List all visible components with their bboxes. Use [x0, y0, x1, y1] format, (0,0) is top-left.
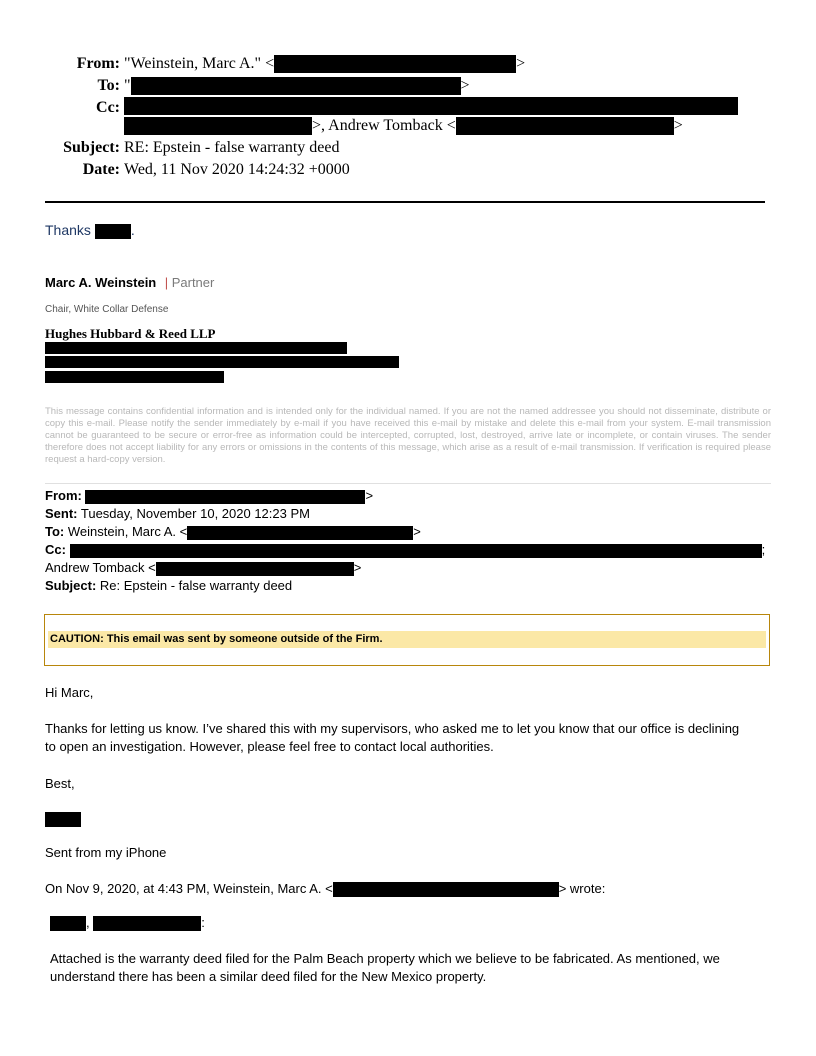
signature-chair: Chair, White Collar Defense	[45, 304, 169, 315]
redaction	[45, 371, 224, 383]
subject-label: Subject:	[63, 139, 120, 156]
signature-separator: |	[164, 275, 169, 290]
redaction	[50, 916, 86, 931]
signature-name-line	[45, 274, 214, 292]
redaction	[333, 882, 559, 897]
greeting: Hi Marc,	[45, 685, 94, 700]
redaction	[70, 544, 762, 558]
addressees-line: , :	[50, 914, 205, 932]
redaction	[45, 356, 399, 368]
quoted-to-line: To: Weinstein, Marc A. < >	[45, 524, 421, 539]
redaction	[85, 490, 365, 504]
signature-role: Partner	[171, 275, 215, 290]
redaction	[156, 562, 354, 576]
cc-label: Cc:	[96, 99, 120, 116]
date-label: Date:	[82, 161, 120, 178]
quoted-cc-line2: Andrew Tomback < >	[45, 560, 362, 575]
date-value: Wed, 11 Nov 2020 14:24:32 +0000	[124, 161, 350, 178]
header-divider	[45, 201, 765, 203]
quoted-cc-line: Cc: ;	[45, 542, 766, 557]
redaction	[95, 224, 131, 239]
confidentiality-disclaimer: This message contains confidential information and is intended only for the individual named. If you are not the named addressee you should not disseminate, distribute or copy this e-mail. Please notify the sender immediately by e-mail if you have received this e-mail by mistake and delete this e-mail from your system. E-mail transmission cannot be guaranteed to be secure or error-free as information could be intercepted, corrupted, lost, destroyed, arrive late or incomplete, or contain viruses. The sender therefore does not accept liability for any errors or omissions in the contents of this message, which arise as a result of e-mail transmission. If verification is required please request a hard-copy version.	[45, 406, 771, 465]
redaction	[93, 916, 201, 931]
closing: Best,	[45, 776, 75, 791]
from-label: From:	[76, 55, 120, 72]
caution-banner	[44, 614, 770, 666]
redaction	[456, 117, 674, 135]
quoted-subject-line: Subject: Re: Epstein - false warranty deed	[45, 578, 293, 593]
redaction	[45, 812, 81, 827]
quoted-from-line: From: >	[45, 488, 374, 503]
redaction	[274, 55, 516, 73]
body-line-2: to open an investigation. However, please feel free to contact local authorities.	[45, 739, 494, 754]
attached-line-2: understand there has been a similar deed filed for the New Mexico property.	[50, 969, 487, 984]
body-line-1: Thanks for letting us know. I’ve shared this with my supervisors, who asked me to let you know that our office is declining	[45, 721, 740, 736]
quoted-sent-line: Sent: Tuesday, November 10, 2020 12:23 PM	[45, 506, 310, 521]
to-value: " >	[124, 77, 470, 94]
redaction	[45, 342, 347, 354]
subject-value: RE: Epstein - false warranty deed	[124, 139, 340, 156]
attached-line-1: Attached is the warranty deed filed for the Palm Beach property which we believe to be fabricated. As mentioned, we	[50, 951, 720, 966]
redaction	[187, 526, 413, 540]
sent-from: Sent from my iPhone	[45, 845, 167, 860]
caution-text: CAUTION: This email was sent by someone outside of the Firm.	[48, 631, 766, 648]
redaction	[124, 117, 312, 135]
on-wrote-line: On Nov 9, 2020, at 4:43 PM, Weinstein, Marc A. < > wrote:	[45, 881, 606, 896]
reply-thanks: Thanks .	[45, 222, 135, 238]
disclaimer-divider	[45, 483, 771, 484]
from-value: "Weinstein, Marc A." < >	[124, 55, 526, 72]
cc-line2: >, Andrew Tomback < >	[124, 116, 683, 136]
signature-firm: Hughes Hubbard & Reed LLP	[45, 326, 216, 341]
to-label: To:	[97, 77, 120, 94]
redaction	[124, 97, 738, 115]
redaction	[131, 77, 461, 95]
signature-name: Marc A. Weinstein	[45, 275, 157, 290]
